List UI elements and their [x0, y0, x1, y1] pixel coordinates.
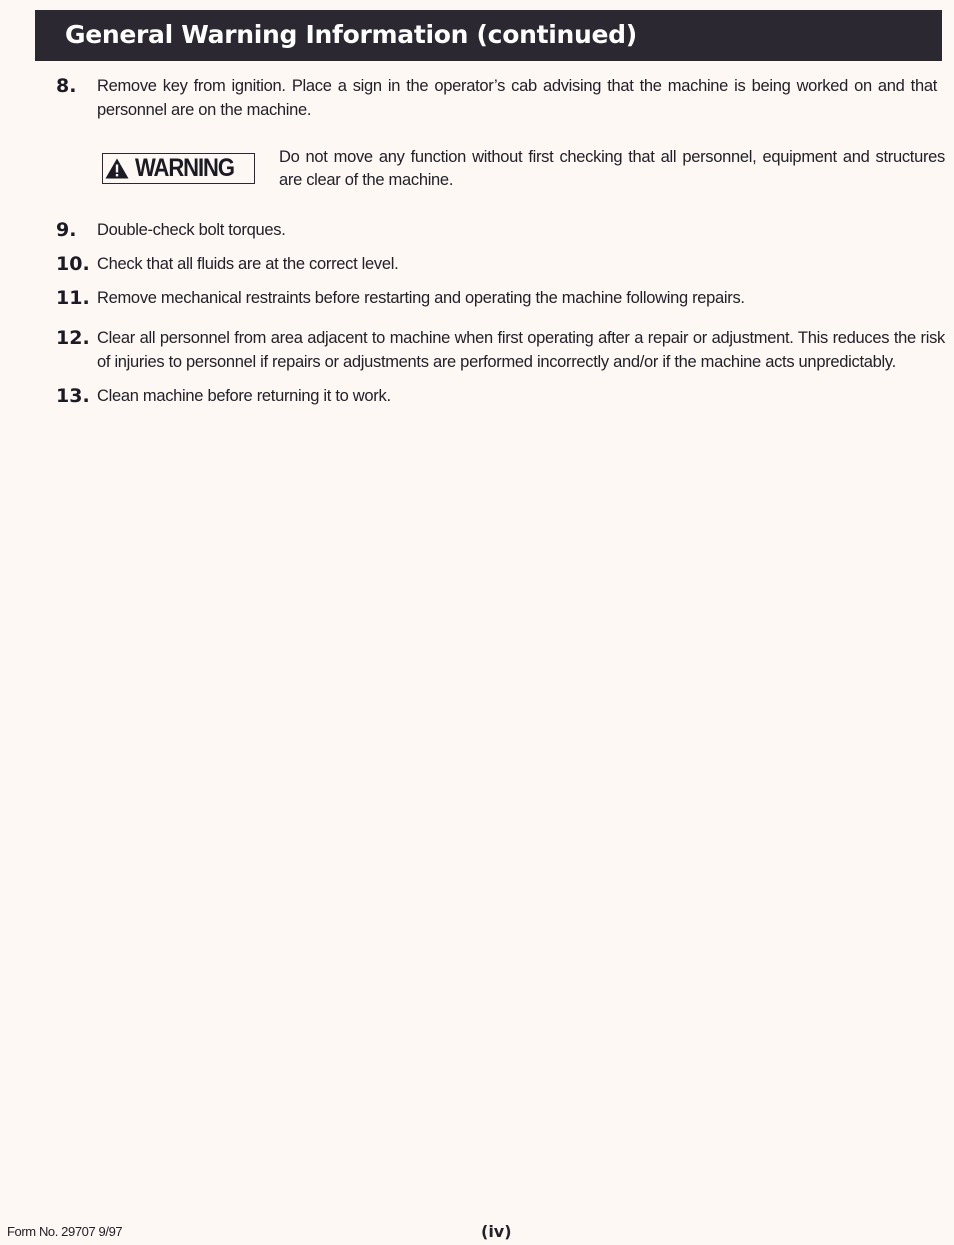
step-number: 10. [56, 253, 90, 275]
step-text: Remove key from ignition. Place a sign in the operator’s cab advising that the machine is being worked on and that personnel are on the machine. [97, 77, 937, 119]
form-number: Form No. 29707 9/97 [7, 1224, 123, 1239]
section-header-bar [35, 10, 942, 61]
warning-text: Do not move any function without first checking that all personnel, equipment and structures are clear of the machine. [279, 148, 945, 189]
step-number: 9. [56, 219, 77, 241]
step-number: 11. [56, 287, 90, 309]
page-number: (iv) [481, 1222, 512, 1241]
step-text: Clear all personnel from area adjacent to machine when first operating after a repair or adjustment. This reduces the risk of injuries to personnel if repairs or adjustments are performed incorrectly and/or if the machine acts unpredictably. [97, 329, 945, 371]
warning-triangle-icon [105, 158, 129, 179]
warning-badge [102, 153, 255, 184]
step-text: Check that all fluids are at the correct level. [97, 255, 399, 273]
step-text: Double-check bolt torques. [97, 221, 286, 239]
step-number: 12. [56, 327, 90, 349]
step-number: 13. [56, 385, 90, 407]
step-text: Remove mechanical restraints before restarting and operating the machine following repairs. [97, 289, 745, 307]
warning-label: WARNING [134, 154, 234, 182]
step-text: Clean machine before returning it to work. [97, 387, 391, 405]
step-number: 8. [56, 75, 77, 97]
section-title: General Warning Information (continued) [65, 20, 637, 49]
